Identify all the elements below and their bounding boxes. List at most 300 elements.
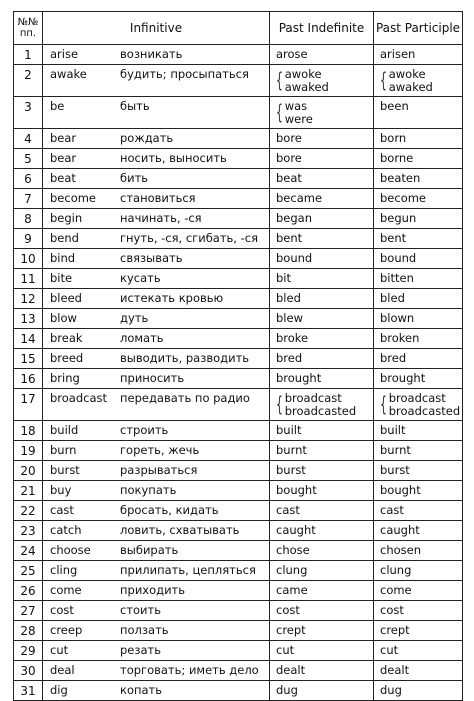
past-indefinite-cell	[270, 601, 374, 621]
verb-form: caught	[380, 523, 420, 537]
table-row	[14, 641, 463, 661]
infinitive-cell	[43, 441, 270, 461]
verb-form: began	[276, 211, 313, 225]
past-indefinite-cell	[270, 249, 374, 269]
table-row	[14, 389, 463, 421]
past-indefinite-cell	[270, 189, 374, 209]
row-number: 19	[14, 441, 43, 461]
verb-translation: разрываться	[120, 463, 198, 477]
past-participle-cell	[374, 661, 463, 681]
row-number: 15	[14, 349, 43, 369]
infinitive-pair	[50, 48, 269, 61]
table-row	[14, 329, 463, 349]
brace-symbol: {	[379, 392, 387, 416]
infinitive-cell	[43, 329, 270, 349]
row-number: 24	[14, 541, 43, 561]
infinitive-cell	[43, 421, 270, 441]
verb-infinitive: creep	[50, 623, 83, 637]
table-row	[14, 681, 463, 701]
verb-translation: гнуть, -ся, сгибать, -ся	[120, 231, 259, 245]
table-row	[14, 421, 463, 441]
past-indefinite-cell	[270, 681, 374, 701]
infinitive-pair	[50, 192, 269, 205]
row-number: 8	[14, 209, 43, 229]
table-row	[14, 461, 463, 481]
infinitive-cell	[43, 269, 270, 289]
table-row	[14, 501, 463, 521]
verb-form: awoke	[388, 67, 426, 81]
past-indefinite-cell	[270, 97, 374, 129]
verb-infinitive: bear	[50, 131, 77, 145]
past-indefinite-cell	[270, 421, 374, 441]
verb-translation: бросать, кидать	[120, 503, 219, 517]
row-number: 2	[14, 65, 43, 97]
past-participle-cell	[374, 481, 463, 501]
verb-form: clung	[276, 563, 308, 577]
infinitive-pair	[50, 644, 269, 657]
infinitive-pair	[50, 424, 269, 437]
verb-form: bent	[276, 231, 303, 245]
infinitive-pair	[50, 212, 269, 225]
row-number: 9	[14, 229, 43, 249]
verb-form: burst	[276, 463, 306, 477]
variant-forms	[285, 68, 329, 94]
verb-form: chose	[276, 543, 310, 557]
table-row	[14, 129, 463, 149]
past-indefinite-cell	[270, 329, 374, 349]
past-participle-cell	[374, 149, 463, 169]
verb-infinitive: dig	[50, 683, 68, 697]
infinitive-cell	[43, 45, 270, 65]
infinitive-cell	[43, 581, 270, 601]
row-number: 31	[14, 681, 43, 701]
verb-form: burnt	[276, 443, 307, 457]
verb-form: broadcast	[284, 391, 342, 405]
infinitive-cell	[43, 389, 270, 421]
verb-form: broke	[276, 331, 309, 345]
infinitive-pair	[50, 684, 269, 697]
verb-form: clung	[380, 563, 412, 577]
verb-infinitive: cut	[50, 643, 69, 657]
verb-form: came	[276, 583, 308, 597]
verb-form: bred	[276, 351, 303, 365]
infinitive-cell	[43, 289, 270, 309]
row-number: 5	[14, 149, 43, 169]
past-indefinite-cell	[270, 461, 374, 481]
row-number: 22	[14, 501, 43, 521]
header-past-participle: Past Participle	[374, 12, 463, 45]
infinitive-pair	[50, 464, 269, 477]
table-row	[14, 561, 463, 581]
verb-translation: стоить	[120, 603, 162, 617]
infinitive-pair	[50, 332, 269, 345]
table-row	[14, 309, 463, 329]
verb-infinitive: bear	[50, 151, 77, 165]
verb-form: arose	[276, 47, 308, 61]
verb-infinitive: bring	[50, 371, 80, 385]
past-indefinite-cell	[270, 129, 374, 149]
verb-form: bound	[380, 251, 417, 265]
past-indefinite-cell	[270, 641, 374, 661]
infinitive-pair	[50, 504, 269, 517]
verb-form: burst	[380, 463, 410, 477]
infinitive-pair	[50, 172, 269, 185]
header-row	[14, 12, 463, 45]
past-participle-cell	[374, 521, 463, 541]
infinitive-cell	[43, 601, 270, 621]
row-number: 26	[14, 581, 43, 601]
verb-infinitive: come	[50, 583, 82, 597]
verb-form: broadcasted	[284, 404, 357, 418]
verb-infinitive: beat	[50, 171, 76, 185]
infinitive-cell	[43, 65, 270, 97]
variant-forms	[285, 100, 313, 126]
verb-translation: истекать кровью	[120, 291, 224, 305]
infinitive-pair	[50, 100, 269, 113]
infinitive-pair	[50, 232, 269, 245]
past-participle-cell	[374, 681, 463, 701]
variant-forms	[285, 392, 356, 418]
verb-form: blown	[380, 311, 415, 325]
verb-translation: быть	[120, 99, 150, 113]
verb-translation: копать	[120, 683, 163, 697]
verb-form: cost	[276, 603, 300, 617]
verb-form: awaked	[284, 80, 329, 94]
verb-infinitive: deal	[50, 663, 75, 677]
infinitive-pair	[50, 484, 269, 497]
past-indefinite-cell	[270, 169, 374, 189]
verb-form: bound	[276, 251, 313, 265]
row-number: 18	[14, 421, 43, 441]
table-row	[14, 149, 463, 169]
infinitive-cell	[43, 501, 270, 521]
row-number: 29	[14, 641, 43, 661]
verb-translation: резать	[120, 643, 162, 657]
verb-infinitive: bind	[50, 251, 76, 265]
infinitive-pair	[50, 152, 269, 165]
infinitive-pair	[50, 132, 269, 145]
past-indefinite-cell	[270, 481, 374, 501]
verb-infinitive: build	[50, 423, 79, 437]
verb-infinitive: choose	[50, 543, 91, 557]
past-indefinite-cell	[270, 441, 374, 461]
verb-form: bred	[380, 351, 407, 365]
verb-form: brought	[276, 371, 322, 385]
infinitive-pair	[50, 372, 269, 385]
past-participle-cell	[374, 129, 463, 149]
verb-translation: становиться	[120, 191, 196, 205]
verb-infinitive: burn	[50, 443, 77, 457]
past-participle-cell	[374, 561, 463, 581]
row-number: 16	[14, 369, 43, 389]
verb-translation: начинать, -ся	[120, 211, 202, 225]
row-number: 4	[14, 129, 43, 149]
verb-form: borne	[380, 151, 414, 165]
infinitive-pair	[50, 252, 269, 265]
past-indefinite-cell	[270, 621, 374, 641]
brace-symbol: {	[379, 68, 387, 92]
past-participle-cell	[374, 389, 463, 421]
verb-infinitive: bite	[50, 271, 73, 285]
irregular-verbs-table	[13, 11, 463, 701]
variant-forms	[389, 392, 460, 418]
past-participle-cell	[374, 289, 463, 309]
verb-infinitive: awake	[50, 67, 87, 81]
infinitive-cell	[43, 481, 270, 501]
verb-form: cut	[276, 643, 295, 657]
verb-form: bit	[276, 271, 292, 285]
past-indefinite-cell	[270, 45, 374, 65]
verb-form: chosen	[380, 543, 422, 557]
infinitive-cell	[43, 561, 270, 581]
header-infinitive: Infinitive	[43, 12, 270, 45]
table-row	[14, 601, 463, 621]
verb-form: bent	[380, 231, 407, 245]
verb-translation: приносить	[120, 371, 185, 385]
verb-infinitive: breed	[50, 351, 84, 365]
variant-forms	[389, 68, 433, 94]
table-row	[14, 169, 463, 189]
past-indefinite-cell	[270, 309, 374, 329]
header-number: №№ пп.	[14, 12, 43, 45]
past-participle-cell	[374, 97, 463, 129]
table-row	[14, 229, 463, 249]
infinitive-pair	[50, 444, 269, 457]
infinitive-cell	[43, 97, 270, 129]
past-participle-cell	[374, 209, 463, 229]
verb-infinitive: become	[50, 191, 97, 205]
infinitive-cell	[43, 309, 270, 329]
table-row	[14, 661, 463, 681]
past-participle-cell	[374, 461, 463, 481]
table-row	[14, 269, 463, 289]
verb-form: bled	[276, 291, 301, 305]
infinitive-cell	[43, 641, 270, 661]
past-participle-cell	[374, 421, 463, 441]
past-participle-cell	[374, 65, 463, 97]
verb-infinitive: blow	[50, 311, 77, 325]
verb-infinitive: burst	[50, 463, 80, 477]
past-participle-cell	[374, 349, 463, 369]
verb-infinitive: catch	[50, 523, 82, 537]
past-indefinite-cell	[270, 521, 374, 541]
verb-translation: кусать	[120, 271, 161, 285]
infinitive-cell	[43, 661, 270, 681]
infinitive-pair	[50, 584, 269, 597]
row-number: 28	[14, 621, 43, 641]
infinitive-cell	[43, 229, 270, 249]
verb-form: built	[380, 423, 406, 437]
infinitive-cell	[43, 621, 270, 641]
verb-form: bore	[276, 131, 302, 145]
row-number: 20	[14, 461, 43, 481]
infinitive-pair	[50, 292, 269, 305]
row-number: 11	[14, 269, 43, 289]
verb-form: bitten	[380, 271, 414, 285]
verb-translation: носить, выносить	[120, 151, 227, 165]
past-participle-cell	[374, 601, 463, 621]
past-participle-cell	[374, 581, 463, 601]
past-indefinite-cell	[270, 389, 374, 421]
table-row	[14, 621, 463, 641]
verb-form: awoke	[284, 67, 322, 81]
past-participle-cell	[374, 541, 463, 561]
past-indefinite-cell	[270, 369, 374, 389]
past-indefinite-cell	[270, 269, 374, 289]
past-participle-cell	[374, 169, 463, 189]
verb-form: beat	[276, 171, 302, 185]
verb-translation: прилипать, цепляться	[120, 563, 256, 577]
verb-form: broadcasted	[388, 404, 461, 418]
infinitive-cell	[43, 369, 270, 389]
table-row	[14, 481, 463, 501]
verb-translation: связывать	[120, 251, 183, 265]
verb-form: broken	[380, 331, 420, 345]
row-number: 6	[14, 169, 43, 189]
verb-form: crept	[380, 623, 410, 637]
past-indefinite-cell	[270, 209, 374, 229]
verb-infinitive: bend	[50, 231, 79, 245]
table-row	[14, 441, 463, 461]
verb-form: were	[284, 112, 313, 126]
verb-translation: строить	[120, 423, 169, 437]
verb-form: beaten	[380, 171, 421, 185]
past-indefinite-cell	[270, 229, 374, 249]
table-row	[14, 209, 463, 229]
past-indefinite-cell	[270, 661, 374, 681]
infinitive-cell	[43, 189, 270, 209]
verb-form: bought	[276, 483, 317, 497]
verb-translation: выбирать	[120, 543, 179, 557]
verb-translation: дуть	[120, 311, 149, 325]
verb-infinitive: be	[50, 99, 65, 113]
past-participle-cell	[374, 249, 463, 269]
infinitive-pair	[50, 352, 269, 365]
row-number: 21	[14, 481, 43, 501]
infinitive-cell	[43, 129, 270, 149]
infinitive-cell	[43, 541, 270, 561]
verb-form: cast	[380, 503, 404, 517]
brace-symbol: {	[275, 392, 283, 416]
table-row	[14, 581, 463, 601]
verb-translation: гореть, жечь	[120, 443, 200, 457]
verb-form: broadcast	[388, 391, 446, 405]
infinitive-cell	[43, 349, 270, 369]
verb-infinitive: cast	[50, 503, 74, 517]
verb-infinitive: cling	[50, 563, 78, 577]
verb-translation: возникать	[120, 47, 183, 61]
verb-translation: торговать; иметь дело	[120, 663, 259, 677]
table-row	[14, 521, 463, 541]
verb-infinitive: buy	[50, 483, 72, 497]
verb-translation: бить	[120, 171, 149, 185]
table-row	[14, 45, 463, 65]
past-indefinite-cell	[270, 541, 374, 561]
header-past-indefinite: Past Indefinite	[270, 12, 374, 45]
table-row	[14, 289, 463, 309]
infinitive-pair	[50, 564, 269, 577]
past-participle-cell	[374, 641, 463, 661]
row-number: 14	[14, 329, 43, 349]
table-row	[14, 369, 463, 389]
row-number: 25	[14, 561, 43, 581]
verb-form: come	[380, 583, 412, 597]
infinitive-cell	[43, 149, 270, 169]
infinitive-pair	[50, 604, 269, 617]
verb-form: became	[276, 191, 323, 205]
verb-form: bore	[276, 151, 302, 165]
row-number: 7	[14, 189, 43, 209]
verb-translation: передавать по радио	[120, 391, 250, 405]
past-participle-cell	[374, 441, 463, 461]
infinitive-pair	[50, 272, 269, 285]
verb-form: dug	[380, 683, 402, 697]
infinitive-cell	[43, 681, 270, 701]
table-row	[14, 65, 463, 97]
past-participle-cell	[374, 229, 463, 249]
verb-translation: приходить	[120, 583, 186, 597]
verb-translation: выводить, разводить	[120, 351, 250, 365]
past-participle-cell	[374, 501, 463, 521]
row-number: 10	[14, 249, 43, 269]
verb-infinitive: begin	[50, 211, 83, 225]
verb-form: bled	[380, 291, 405, 305]
row-number: 17	[14, 389, 43, 421]
verb-translation: рождать	[120, 131, 174, 145]
infinitive-pair	[50, 68, 269, 81]
verb-form: cost	[380, 603, 404, 617]
past-participle-cell	[374, 309, 463, 329]
table-row	[14, 541, 463, 561]
row-number: 30	[14, 661, 43, 681]
table-row	[14, 349, 463, 369]
table-row	[14, 97, 463, 129]
verb-form: become	[380, 191, 427, 205]
verb-form: cut	[380, 643, 399, 657]
row-number: 12	[14, 289, 43, 309]
brace-symbol: {	[275, 100, 283, 124]
verb-translation: ловить, схватывать	[120, 523, 240, 537]
infinitive-pair	[50, 664, 269, 677]
past-participle-cell	[374, 329, 463, 349]
verb-form: been	[380, 99, 409, 113]
verb-translation: ползать	[120, 623, 169, 637]
verb-form: blew	[276, 311, 303, 325]
infinitive-cell	[43, 209, 270, 229]
past-indefinite-cell	[270, 561, 374, 581]
infinitive-pair	[50, 312, 269, 325]
verb-form: bought	[380, 483, 421, 497]
infinitive-pair	[50, 624, 269, 637]
row-number: 1	[14, 45, 43, 65]
infinitive-pair	[50, 544, 269, 557]
verb-translation: покупать	[120, 483, 177, 497]
verb-form: dealt	[380, 663, 410, 677]
infinitive-cell	[43, 521, 270, 541]
verb-form: built	[276, 423, 302, 437]
infinitive-cell	[43, 249, 270, 269]
past-indefinite-cell	[270, 349, 374, 369]
verb-translation: ломать	[120, 331, 164, 345]
infinitive-cell	[43, 461, 270, 481]
verb-form: begun	[380, 211, 417, 225]
past-participle-cell	[374, 269, 463, 289]
verb-form: dug	[276, 683, 298, 697]
verb-infinitive: broadcast	[50, 391, 108, 405]
table-row	[14, 249, 463, 269]
row-number: 23	[14, 521, 43, 541]
infinitive-pair	[50, 524, 269, 537]
